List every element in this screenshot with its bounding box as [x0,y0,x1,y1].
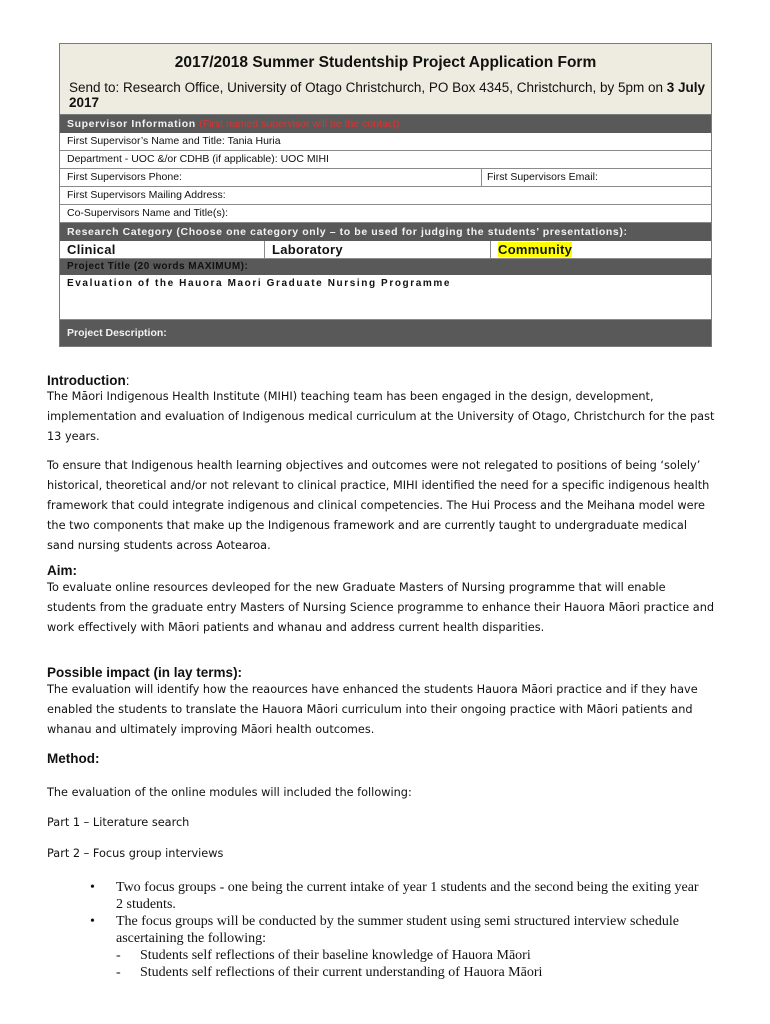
aim-paragraph: To evaluate online resources devleoped for the new Graduate Masters of Nursing programme that will enable students from the graduate entry Masters of Nursing Science programme to enhance their Hauora Māori practice and work effectively with Māori patients and whanau and address current health disparities. [47,581,715,634]
project-title-header: Project Title (20 words MAXIMUM): [60,259,711,275]
contact-row [60,169,711,187]
introduction-paragraph-2: To ensure that Indigenous health learning objectives and outcomes were not relegated to positions of being ‘solely’ historical, theoretical and/or not relevant to clinical practice, MIHI identified the need for a specific indigenous health framework that could integrate indigenous and clinical competencies. The Hui Process and the Meihana model were the two components that make up the Indigenous framework and are currently taught to undergraduate medical sand nursing students across Aotearoa. [47,459,710,552]
supervisor-phone-field[interactable]: First Supervisors Phone: [60,169,482,186]
send-to-line [60,80,711,110]
bullet-icon: • [90,914,95,929]
send-to-date: 3 July 2017 [69,80,706,110]
method-heading: Method: [47,751,100,766]
category-community[interactable] [491,241,572,258]
supervisor-email-field[interactable]: First Supervisors Email: [487,171,598,183]
form-title: 2017/2018 Summer Studentship Project Application Form [174,54,597,71]
method-part-2: Part 2 – Focus group interviews [47,847,224,860]
supervisor-header-label: Supervisor Information [67,118,196,130]
send-to-text: Send to: Research Office, University of Otago Christchurch, PO Box 4345, Christchurch, by 5pm on [69,80,667,95]
first-supervisor-name-field[interactable]: First Supervisor’s Name and Title: Tania Huria [60,133,711,151]
co-supervisors-field[interactable]: Co-Supervisors Name and Title(s): [60,205,711,223]
research-category-options [60,241,711,259]
project-title-field[interactable]: Evaluation of the Hauora Maori Graduate Nursing Programme [60,275,711,320]
dash-icon: - [116,948,121,963]
introduction-heading-text: Introduction [47,373,126,388]
supervisor-section-header [60,115,711,133]
project-description-header: Project Description: [60,320,711,346]
method-part-1: Part 1 – Literature search [47,816,190,829]
application-form [59,43,712,347]
list-item [90,879,700,913]
sub-list-item [90,964,700,981]
research-category-header: Research Category (Choose one category only – to be used for judging the students’ presentations): [60,223,711,241]
mailing-address-field[interactable]: First Supervisors Mailing Address: [60,187,711,205]
department-field[interactable]: Department - UOC &/or CDHB (if applicable): UOC MIHI [60,151,711,169]
introduction-heading-colon: : [125,373,130,388]
form-header [60,44,711,115]
category-clinical[interactable]: Clinical [60,241,265,258]
introduction-paragraph-1: The Māori Indigenous Health Institute (MIHI) teaching team has been engaged in the design, development, implementation and evaluation of Indigenous medical curriculum at the University of Otago, Christchurch for the past 13 years. [47,390,715,443]
category-laboratory[interactable]: Laboratory [265,241,491,258]
sub-list-item [90,947,700,964]
dash-icon: - [116,965,121,980]
method-intro: The evaluation of the online modules will included the following: [47,786,412,799]
bullet-text-2: The focus groups will be conducted by the summer student using semi structured interview schedule ascertaining the following: [116,914,679,946]
sub-item-text-2: Students self reflections of their current understanding of Hauora Māori [140,965,543,980]
aim-heading: Aim: [47,563,77,578]
sub-item-text-1: Students self reflections of their baseline knowledge of Hauora Māori [140,948,531,963]
bullet-icon: • [90,880,95,895]
introduction-heading [47,373,130,388]
impact-heading: Possible impact (in lay terms): [47,665,243,680]
method-bullet-list [90,879,700,981]
supervisor-note: (First named supervisor will be the contact) [199,118,400,130]
category-community-label: Community [498,242,573,257]
impact-paragraph: The evaluation will identify how the reaources have enhanced the students Hauora Māori practice and if they have enabled the students to translate the Hauora Māori curriculum into their ongoing practice with Māori patients and whanau and ultimately improving Māori health outcomes. [47,683,698,736]
list-item [90,913,700,947]
bullet-text-1: Two focus groups - one being the current intake of year 1 students and the second being the exiting year 2 students. [116,880,699,912]
